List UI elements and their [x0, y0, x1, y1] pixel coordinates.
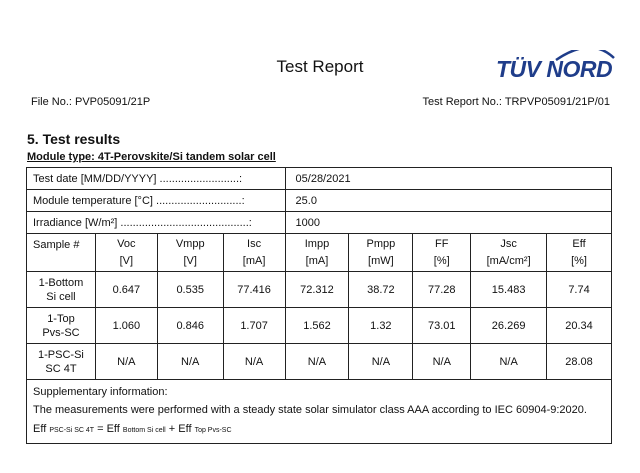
sample-line: Si cell	[46, 290, 76, 303]
eq-term: Eff	[33, 423, 47, 435]
info-label: Module temperature [°C] ............................:	[27, 190, 286, 212]
table-row	[27, 272, 612, 308]
table-cell: 0.846	[157, 308, 223, 344]
info-label: Irradiance [W/m²] ..........................................:	[27, 212, 286, 234]
table-cell: 20.34	[547, 308, 612, 344]
info-row-module-temperature	[27, 190, 612, 212]
eq-term: + Eff	[165, 423, 192, 435]
table-cell: 7.74	[547, 272, 612, 308]
info-value: 25.0	[285, 190, 611, 212]
sample-line: 1-Top	[47, 312, 75, 325]
table-cell: 77.28	[413, 272, 471, 308]
column-name: Jsc	[500, 237, 517, 250]
report-title: Test Report	[276, 57, 364, 76]
column-unit: [%]	[571, 254, 587, 267]
table-cell: N/A	[157, 344, 223, 380]
column-name: Vmpp	[175, 237, 205, 250]
supplementary-text: The measurements were performed with a steady state solar simulator class AAA according to IEC 60904-9:2020.	[33, 404, 587, 416]
table-cell: N/A	[413, 344, 471, 380]
info-label: Test date [MM/DD/YYYY] ..........................:	[27, 168, 286, 190]
sample-line: 1-Bottom	[38, 276, 84, 289]
eq-subscript: PSC-Si SC 4T	[49, 427, 95, 434]
table-cell: 72.312	[285, 272, 349, 308]
table-cell: 1.32	[349, 308, 413, 344]
table-cell: 73.01	[413, 308, 471, 344]
info-row-irradiance	[27, 212, 612, 234]
sample-cell	[27, 308, 96, 344]
column-unit: [V]	[119, 254, 134, 267]
table-cell: 38.72	[349, 272, 413, 308]
info-value: 05/28/2021	[285, 168, 611, 190]
info-row-test-date	[27, 168, 612, 190]
table-cell: N/A	[223, 344, 285, 380]
supplementary-title: Supplementary information:	[33, 386, 168, 398]
table-cell: N/A	[95, 344, 157, 380]
column-name: Eff	[572, 237, 586, 250]
column-header	[285, 234, 349, 272]
column-unit: [V]	[183, 254, 197, 267]
table-cell: 0.647	[95, 272, 157, 308]
column-name: Isc	[247, 237, 262, 250]
column-header	[413, 234, 471, 272]
table-cell: 77.416	[223, 272, 285, 308]
table-cell: N/A	[285, 344, 349, 380]
test-results-table	[26, 167, 612, 444]
column-unit: [mA]	[242, 254, 266, 267]
info-value: 1000	[285, 212, 611, 234]
table-cell: 1.060	[95, 308, 157, 344]
table-cell: 0.535	[157, 272, 223, 308]
table-cell: 26.269	[471, 308, 547, 344]
efficiency-equation	[33, 421, 605, 439]
column-name: Impp	[304, 237, 330, 250]
column-name: Pmpp	[366, 237, 396, 250]
logo-text: TÜV NORD	[496, 56, 613, 82]
column-unit: [%]	[433, 254, 450, 267]
sample-line: 1-PSC-Si	[38, 348, 84, 361]
sample-cell	[27, 272, 96, 308]
column-header	[95, 234, 157, 272]
tuv-nord-logo	[496, 50, 613, 82]
eq-subscript: Bottom Si cell	[122, 427, 166, 434]
table-cell: 28.08	[547, 344, 612, 380]
eq-term: = Eff	[94, 423, 120, 435]
column-header	[349, 234, 413, 272]
table-cell: 15.483	[471, 272, 547, 308]
section-heading: 5. Test results	[27, 131, 121, 147]
column-name: Sample #	[33, 239, 80, 251]
test-report-number: Test Report No.: TRPVP05091/21P/01	[422, 96, 610, 108]
module-type: Module type: 4T-Perovskite/Si tandem solar cell	[27, 151, 276, 163]
column-unit: [mA/cm²]	[486, 254, 531, 267]
table-cell: N/A	[471, 344, 547, 380]
table-cell: N/A	[349, 344, 413, 380]
column-header	[471, 234, 547, 272]
column-unit: [mA]	[305, 254, 329, 267]
eq-subscript: Top Pvs-SC	[194, 427, 232, 434]
column-header	[27, 234, 96, 272]
column-name: FF	[435, 237, 449, 250]
supplementary-info	[27, 380, 612, 444]
column-name: Voc	[117, 237, 136, 250]
table-cell: 1.707	[223, 308, 285, 344]
column-unit: [mW]	[368, 254, 394, 267]
sample-cell	[27, 344, 96, 380]
table-cell: 1.562	[285, 308, 349, 344]
table-row	[27, 344, 612, 380]
table-row	[27, 308, 612, 344]
sample-line: SC 4T	[45, 362, 77, 375]
sample-line: Pvs-SC	[42, 326, 80, 339]
file-number: File No.: PVP05091/21P	[31, 96, 151, 108]
column-header	[157, 234, 223, 272]
column-header	[223, 234, 285, 272]
column-header	[547, 234, 612, 272]
supplementary-row	[27, 380, 612, 444]
table-header-row	[27, 234, 612, 272]
